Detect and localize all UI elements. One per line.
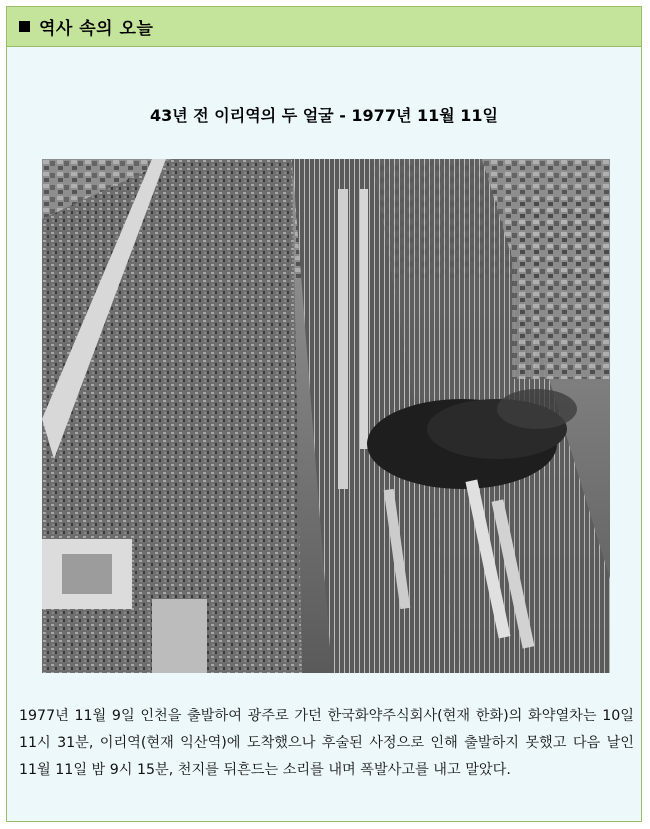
article-headline: 43년 전 이리역의 두 얼굴 - 1977년 11월 11일 [149,106,498,125]
square-bullet-icon [19,21,30,32]
section-title: 역사 속의 오늘 [39,19,154,39]
article-panel [6,6,642,822]
section-header [7,7,641,47]
article-caption: 1977년 11월 9일 인천을 출발하여 광주로 가던 한국화약주식회사(현재 한화)의 화약열차는 10일 11시 31분, 이리역(현재 익산역)에 도착했으나 후술된 사정으로 인해 출발하지 못했고 다음 날인 11월 11일 밤 9시 15분, 천지를 뒤흔드는 소리를 내며 폭발사고를 내고 말았다. [19,708,634,778]
aerial-explosion-photo [42,159,610,673]
photo-illustration [42,159,610,673]
